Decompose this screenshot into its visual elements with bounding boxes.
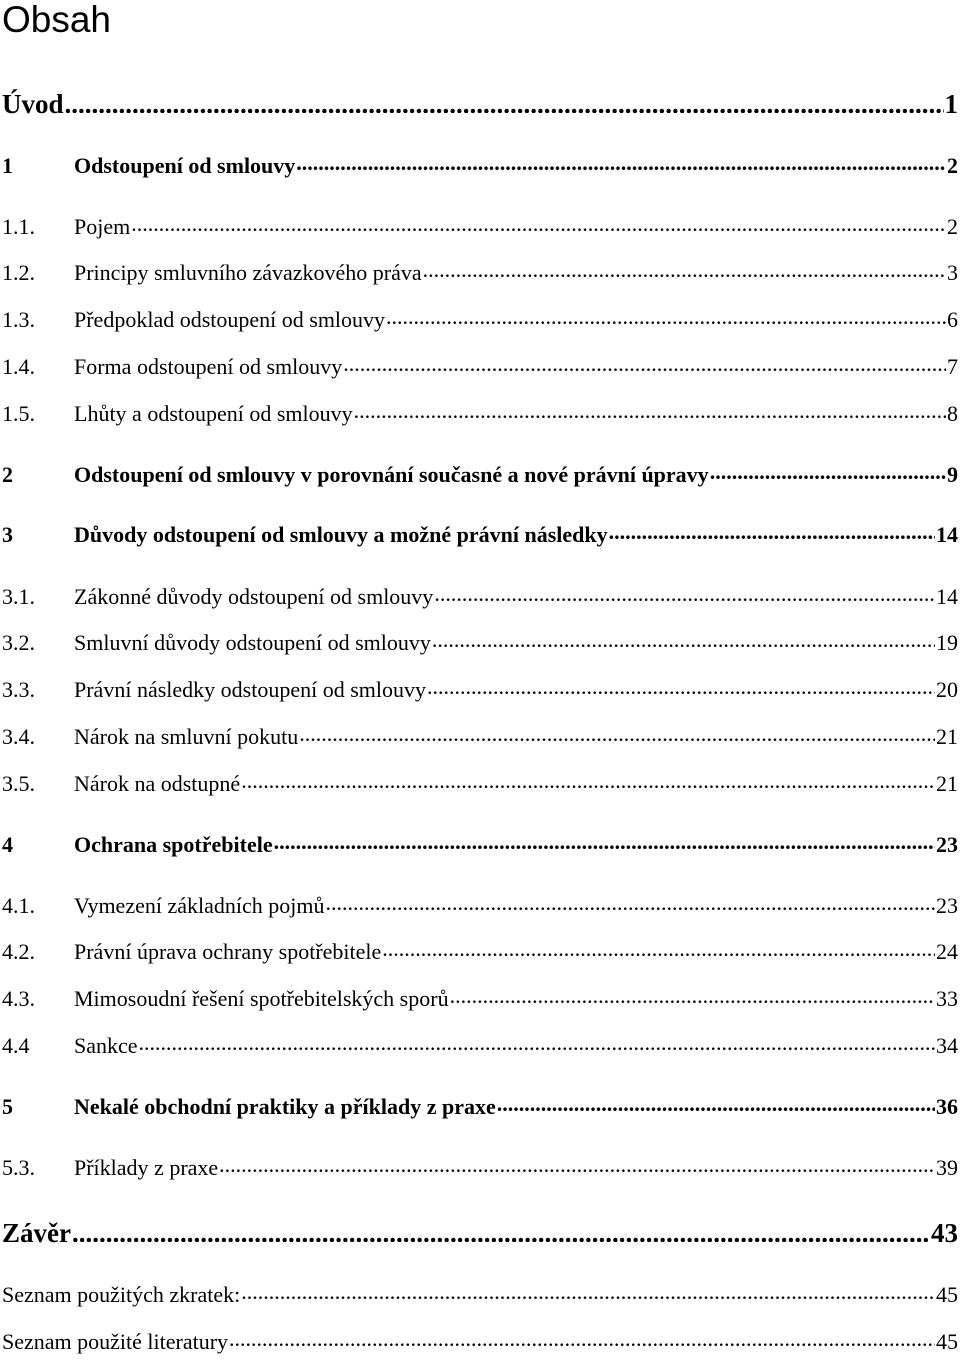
toc-entry-5-3[interactable] (0, 1153, 960, 1183)
toc-entry-label: Úvod (2, 89, 64, 119)
toc-entry-page: 45 (936, 1282, 958, 1307)
toc-entry-abbreviations[interactable] (0, 1280, 960, 1310)
toc-entry-label: Odstoupení od smlouvy v porovnání současné a nové právní úpravy (74, 462, 709, 487)
toc-entry-zaver[interactable] (0, 1215, 960, 1248)
toc-entry-label: Nárok na odstupné (74, 771, 241, 796)
toc-entry-page: 7 (947, 354, 958, 379)
toc-entry-number: 4.3. (2, 986, 35, 1011)
toc-entry-uvod[interactable] (0, 86, 960, 119)
toc-leader-dots (72, 1215, 930, 1242)
toc-entry-label: Seznam použité literatury (2, 1329, 229, 1354)
toc-leader-dots (354, 399, 946, 421)
toc-entry-number: 1.4. (2, 354, 35, 379)
toc-entry-4-1[interactable] (0, 891, 960, 921)
toc-entry-3-3[interactable] (0, 675, 960, 705)
toc-entry-label: Nárok na smluvní pokutu (74, 724, 299, 749)
toc-entry-number: 1 (2, 153, 13, 178)
toc-entry-number: 1.1. (2, 214, 35, 239)
toc-leader-dots (423, 258, 946, 280)
toc-entry-label: Zákonné důvody odstoupení od smlouvy (74, 584, 434, 609)
toc-entry-label: Závěr (2, 1218, 71, 1248)
toc-entry-page: 19 (936, 630, 958, 655)
toc-leader-dots (299, 722, 935, 744)
toc-entry-1-3[interactable] (0, 305, 960, 335)
toc-entry-3[interactable] (0, 520, 960, 550)
toc-entry-1-5[interactable] (0, 399, 960, 429)
toc-leader-dots (609, 520, 935, 542)
toc-entry-label: Důvody odstoupení od smlouvy a možné právní následky (74, 522, 608, 547)
toc-leader-dots (450, 984, 935, 1006)
toc-entry-number: 4 (2, 832, 13, 857)
toc-entry-label: Seznam použitých zkratek: (2, 1282, 241, 1307)
toc-entry-page: 21 (936, 771, 958, 796)
toc-entry-number: 3.4. (2, 724, 35, 749)
toc-entry-page: 14 (936, 522, 958, 547)
toc-entry-4[interactable] (0, 830, 960, 860)
toc-entry-number: 5.3. (2, 1155, 35, 1180)
toc-entry-page: 36 (936, 1094, 958, 1119)
toc-leader-dots (229, 1327, 935, 1349)
toc-entry-number: 4.4 (2, 1033, 30, 1058)
toc-entry-page: 45 (936, 1329, 958, 1354)
toc-entry-page: 23 (936, 893, 958, 918)
toc-entry-1[interactable] (0, 151, 960, 181)
toc-entry-1-4[interactable] (0, 352, 960, 382)
toc-entry-page: 23 (936, 832, 958, 857)
toc-entry-page: 14 (936, 584, 958, 609)
toc-entry-label: Forma odstoupení od smlouvy (74, 354, 343, 379)
toc-entry-1-1[interactable] (0, 212, 960, 242)
toc-leader-dots (434, 582, 935, 604)
toc-entry-label: Příklady z praxe (74, 1155, 219, 1180)
toc-leader-dots (241, 1280, 935, 1302)
toc-leader-dots (427, 675, 935, 697)
toc-entry-page: 43 (931, 1218, 958, 1248)
toc-entry-label: Odstoupení od smlouvy (74, 153, 296, 178)
toc-entry-3-2[interactable] (0, 628, 960, 658)
toc-entry-number: 3.1. (2, 584, 35, 609)
toc-entry-3-1[interactable] (0, 582, 960, 612)
toc-entry-page: 9 (947, 462, 958, 487)
toc-entry-number: 4.2. (2, 939, 35, 964)
toc-leader-dots (241, 769, 935, 791)
toc-entry-page: 8 (947, 401, 958, 426)
toc-entry-page: 6 (947, 307, 958, 332)
toc-entry-number: 5 (2, 1094, 13, 1119)
toc-leader-dots (274, 830, 935, 852)
toc-entry-number: 2 (2, 462, 13, 487)
toc-entry-page: 21 (936, 724, 958, 749)
toc-entry-label: Sankce (74, 1033, 138, 1058)
toc-leader-dots (386, 305, 946, 327)
toc-entry-number: 3.5. (2, 771, 35, 796)
toc-entry-label: Nekalé obchodní praktiky a příklady z praxe (74, 1094, 496, 1119)
toc-entry-4-2[interactable] (0, 937, 960, 967)
toc-entry-label: Mimosoudní řešení spotřebitelských sporů (74, 986, 449, 1011)
toc-entry-label: Lhůty a odstoupení od smlouvy (74, 401, 353, 426)
toc-entry-number: 3.2. (2, 630, 35, 655)
toc-entry-label: Ochrana spotřebitele (74, 832, 273, 857)
toc-entry-page: 3 (947, 260, 958, 285)
toc-leader-dots (296, 151, 946, 173)
toc-entry-label: Principy smluvního závazkového práva (74, 260, 422, 285)
toc-leader-dots (325, 891, 935, 913)
toc-leader-dots (65, 86, 944, 113)
toc-entry-2[interactable] (0, 460, 960, 490)
toc-entry-5[interactable] (0, 1092, 960, 1122)
toc-entry-label: Právní následky odstoupení od smlouvy (74, 677, 426, 702)
toc-entry-page: 34 (936, 1033, 958, 1058)
toc-entry-page: 20 (936, 677, 958, 702)
toc-leader-dots (131, 212, 946, 234)
toc-leader-dots (497, 1092, 935, 1114)
toc-entry-label: Vymezení základních pojmů (74, 893, 325, 918)
toc-entry-number: 1.3. (2, 307, 35, 332)
toc-entry-4-3[interactable] (0, 984, 960, 1014)
toc-entry-label: Pojem (74, 214, 131, 239)
toc-entry-number: 3.3. (2, 677, 35, 702)
toc-entry-page: 2 (947, 153, 958, 178)
page-title: Obsah (2, 0, 112, 40)
toc-entry-number: 4.1. (2, 893, 35, 918)
toc-leader-dots (710, 460, 946, 482)
toc-leader-dots (432, 628, 935, 650)
toc-leader-dots (343, 352, 946, 374)
toc-entry-page: 2 (947, 214, 958, 239)
toc-entry-literature[interactable] (0, 1327, 960, 1357)
toc-leader-dots (139, 1031, 935, 1053)
toc-entry-number: 1.2. (2, 260, 35, 285)
toc-entry-3-4[interactable] (0, 722, 960, 752)
toc-entry-4-4[interactable] (0, 1031, 960, 1061)
toc-leader-dots (382, 937, 935, 959)
toc-leader-dots (219, 1153, 935, 1175)
toc-entry-page: 33 (936, 986, 958, 1011)
toc-entry-page: 39 (936, 1155, 958, 1180)
toc-entry-number: 3 (2, 522, 13, 547)
toc-entry-number: 1.5. (2, 401, 35, 426)
toc-entry-page: 24 (936, 939, 958, 964)
toc-entry-3-5[interactable] (0, 769, 960, 799)
toc-entry-label: Předpoklad odstoupení od smlouvy (74, 307, 386, 332)
toc-entry-1-2[interactable] (0, 258, 960, 288)
toc-entry-page: 1 (944, 89, 958, 119)
toc-entry-label: Právní úprava ochrany spotřebitele (74, 939, 382, 964)
toc-entry-label: Smluvní důvody odstoupení od smlouvy (74, 630, 431, 655)
